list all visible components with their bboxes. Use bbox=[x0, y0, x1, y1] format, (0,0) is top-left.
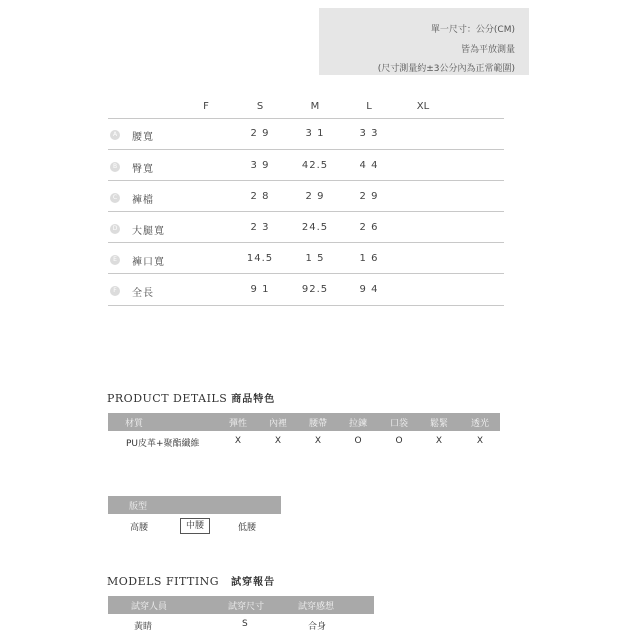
size-cell: 9 1 bbox=[250, 284, 270, 295]
row-divider bbox=[108, 180, 504, 181]
row-divider bbox=[108, 118, 504, 119]
row-label: 臀寬 bbox=[132, 164, 154, 175]
row-divider bbox=[108, 273, 504, 274]
belt-header: 腰帶 bbox=[308, 419, 328, 429]
model-name-header: 試穿人員 bbox=[131, 602, 168, 612]
material-value: PU皮革+聚酯纖維 bbox=[126, 439, 200, 449]
row-label: 大腿寬 bbox=[132, 226, 165, 237]
size-cell: 2 8 bbox=[250, 191, 270, 202]
product-details-title bbox=[107, 390, 275, 405]
elasticity-header: 彈性 bbox=[228, 419, 248, 429]
size-column-header: M bbox=[310, 101, 320, 112]
row-divider bbox=[108, 242, 504, 243]
fit-option-mid-selected: 中腰 bbox=[180, 518, 210, 534]
note-tolerance: (尺寸測量約±3公分內為正常範圍) bbox=[377, 64, 515, 74]
model-name-value: 黃睛 bbox=[134, 622, 153, 631]
product-details-title-zh: 商品特色 bbox=[231, 394, 276, 405]
size-cell: 14.5 bbox=[246, 253, 274, 264]
size-cell: 4 4 bbox=[359, 160, 379, 171]
size-cell: 9 4 bbox=[359, 284, 379, 295]
note-unit: 單一尺寸：公分(CM) bbox=[430, 25, 515, 35]
model-feedback-header: 試穿感想 bbox=[298, 602, 335, 612]
row-marker-icon: A bbox=[110, 130, 120, 140]
zipper-value: O bbox=[354, 436, 362, 446]
models-fitting-title-zh: 試穿報告 bbox=[231, 577, 276, 588]
size-column-header: F bbox=[203, 101, 209, 112]
size-cell: 2 6 bbox=[359, 222, 379, 233]
row-marker-icon: E bbox=[110, 255, 120, 265]
fit-option-low: 低腰 bbox=[238, 523, 257, 533]
waistband-header: 鬆緊 bbox=[429, 419, 449, 429]
size-cell: 24.5 bbox=[301, 222, 329, 233]
row-label: 褲檔 bbox=[132, 195, 154, 206]
pocket-header: 口袋 bbox=[389, 419, 409, 429]
pocket-value: O bbox=[395, 436, 403, 446]
row-marker-icon: F bbox=[110, 286, 120, 296]
row-marker-icon: B bbox=[110, 162, 120, 172]
row-marker-icon: D bbox=[110, 224, 120, 234]
measurement-note bbox=[319, 8, 529, 75]
row-label: 全長 bbox=[132, 288, 154, 299]
size-cell: 42.5 bbox=[301, 160, 329, 171]
row-divider bbox=[108, 305, 504, 306]
size-cell: 1 6 bbox=[359, 253, 379, 264]
models-fitting-title-en: MODELS FITTING bbox=[107, 575, 220, 588]
size-cell: 1 5 bbox=[305, 253, 325, 264]
row-marker-icon: C bbox=[110, 193, 120, 203]
fit-option-high: 高腰 bbox=[130, 523, 149, 533]
product-details-title-en: PRODUCT DETAILS bbox=[107, 392, 228, 405]
note-method: 皆為平放測量 bbox=[460, 45, 515, 55]
waistband-value: X bbox=[435, 436, 443, 446]
belt-value: X bbox=[314, 436, 322, 446]
size-cell: 92.5 bbox=[301, 284, 329, 295]
row-label: 褲口寬 bbox=[132, 257, 165, 268]
model-size-header: 試穿尺寸 bbox=[228, 602, 265, 612]
size-cell: 3 9 bbox=[250, 160, 270, 171]
lining-header: 內裡 bbox=[268, 419, 288, 429]
size-column-header: L bbox=[366, 101, 372, 112]
fit-header: 版型 bbox=[129, 502, 148, 512]
zipper-header: 拉鍊 bbox=[348, 419, 368, 429]
size-cell: 2 3 bbox=[250, 222, 270, 233]
size-column-header: XL bbox=[416, 101, 430, 112]
size-column-header: S bbox=[256, 101, 264, 112]
row-divider bbox=[108, 149, 504, 150]
size-cell: 3 3 bbox=[359, 128, 379, 139]
model-feedback-value: 合身 bbox=[308, 622, 327, 631]
model-size-value: S bbox=[242, 619, 248, 629]
sheerness-value: X bbox=[476, 436, 484, 446]
size-cell: 2 9 bbox=[305, 191, 325, 202]
size-cell: 2 9 bbox=[250, 128, 270, 139]
models-fitting-title bbox=[107, 573, 275, 588]
lining-value: X bbox=[274, 436, 282, 446]
material-header: 材質 bbox=[125, 419, 144, 429]
elasticity-value: X bbox=[234, 436, 242, 446]
sheerness-header: 透光 bbox=[470, 419, 490, 429]
row-divider bbox=[108, 211, 504, 212]
row-label: 腰寬 bbox=[132, 132, 154, 143]
size-cell: 3 1 bbox=[305, 128, 325, 139]
size-cell: 2 9 bbox=[359, 191, 379, 202]
